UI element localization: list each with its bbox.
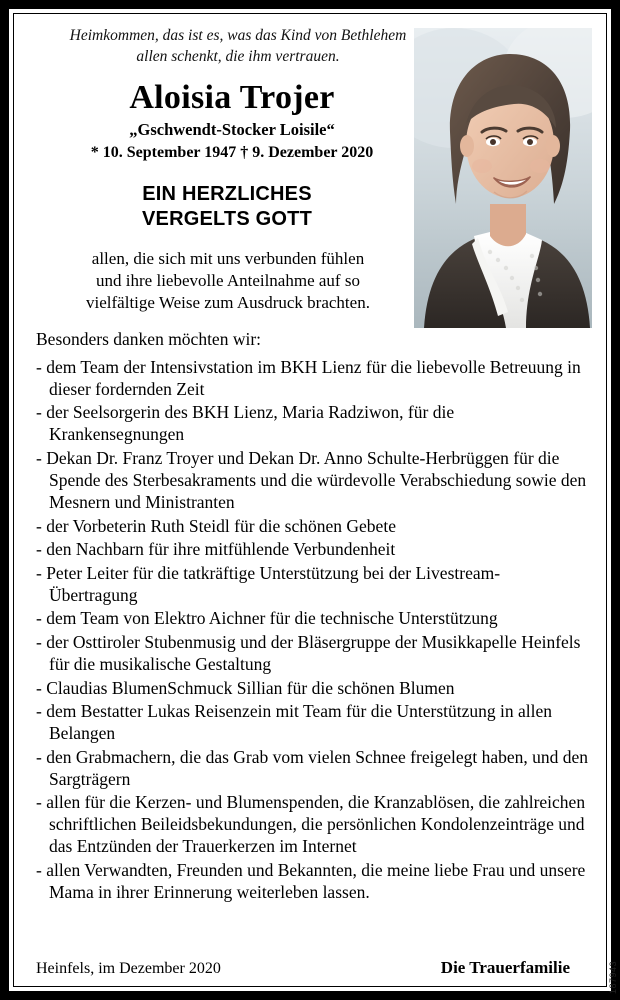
thank-items-list [36,356,588,903]
list-item: - allen Verwandten, Freunden und Bekannten, die meine liebe Frau und unsere Mama in ihrer Erinnerung weiterleben lassen. [36,859,586,902]
list-item: - den Grabmachern, die das Grab vom vielen Schnee freigelegt haben, und den Sargträgern [36,746,589,789]
verse [38,26,438,68]
deceased-dates: * 10. September 1947 † 9. Dezember 2020 [90,143,374,161]
deceased-name: Aloisia Trojer [129,78,335,116]
list-item: - Claudias BlumenSchmuck Sillian für die schönen Blumen [36,677,455,698]
intro-line-3: vielfältige Weise zum Ausdruck brachten. [86,293,370,313]
list-item: - Peter Leiter für die tatkräftige Unterstützung bei der Livestream-Übertragung [36,562,501,605]
intro-text [38,248,418,315]
list-item: - dem Bestatter Lukas Reisenzein mit Team für die Unterstützung in allen Belangen [36,701,553,744]
intro-line-1: allen, die sich mit uns verbunden fühlen [91,248,365,268]
portrait-photo [414,28,592,328]
especially-label: Besonders danken möchten wir: [36,328,262,349]
thanks-heading-line-2: VERGELTS GOTT [141,207,312,230]
list-item: - dem Team der Intensivstation im BKH Lienz für die liebevolle Betreuung in dieser fordernden Zeit [36,356,581,399]
list-item: - Dekan Dr. Franz Troyer und Dekan Dr. Anno Schulte-Herbrüggen für die Spende des Sterbesakraments und die würdevolle Verabschiedung sowie den Mesnern und Ministranten [36,448,587,513]
obituary-content [14,14,606,986]
verse-line-1: Heimkommen, das ist es, was das Kind von Bethlehem [69,27,407,44]
deceased-nickname: „Gschwendt-Stocker Loisile“ [129,119,335,139]
reference-number: 187943 [608,960,618,994]
list-item: - der Seelsorgerin des BKH Lienz, Maria Radziwon, für die Krankensegnungen [36,402,455,445]
footer [36,958,584,978]
intro-line-2: und ihre liebevolle Anteilnahme auf so [96,270,360,290]
footer-place-date: Heinfels, im Dezember 2020 [36,960,221,977]
list-item: - allen für die Kerzen- und Blumenspenden, die Kranzablösen, die zahlreichen schriftlichen Beileidsbekundungen, die persönlichen Kondolenzeinträge und das Entzünden der Trauerkerzen im Internet [36,792,586,857]
verse-line-2: allen schenkt, die ihm vertrauen. [136,47,340,65]
footer-signature: Die Trauerfamilie [440,958,570,977]
thanks-heading [38,182,416,232]
list-item: - der Osttiroler Stubenmusig und der Bläsergruppe der Musikkapelle Heinfels für die musikalische Gestaltung [36,631,581,674]
thanks-heading-line-1: EIN HERZLICHES [142,182,312,205]
list-item: - der Vorbeterin Ruth Steidl für die schönen Gebete [36,515,396,536]
list-item: - dem Team von Elektro Aichner für die technische Unterstützung [36,608,498,629]
list-item: - den Nachbarn für ihre mitfühlende Verbundenheit [36,539,396,560]
